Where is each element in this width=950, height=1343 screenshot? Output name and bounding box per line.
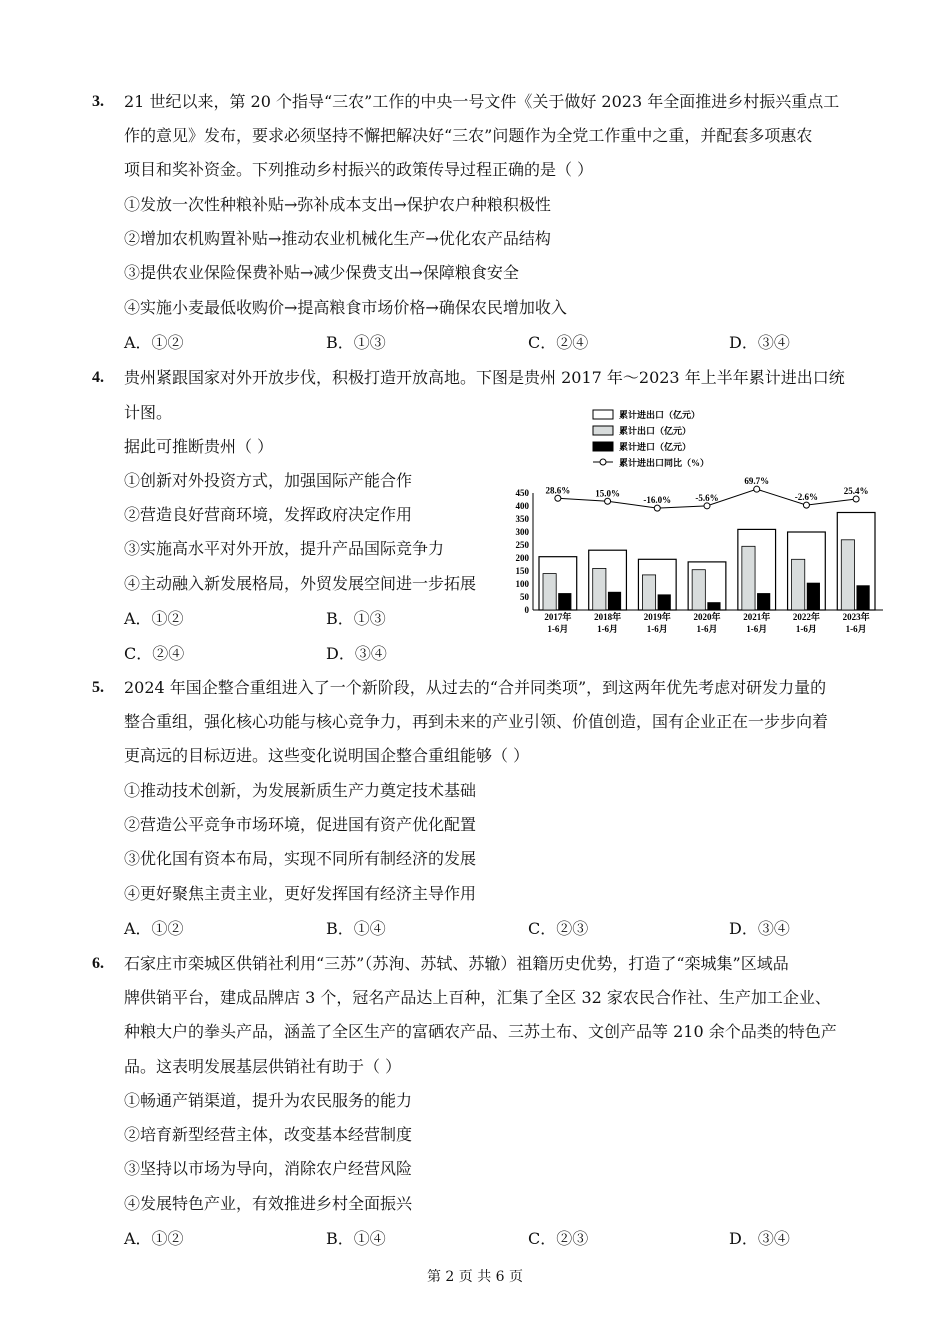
q4-item: ④主动融入新发展格局，外贸发展空间进一步拓展 — [124, 574, 477, 593]
bar-export — [792, 559, 805, 610]
growth-label: 15.0% — [595, 488, 620, 499]
bar-export — [742, 546, 755, 610]
bar-import — [707, 602, 720, 610]
q3-option-c[interactable]: C．②④ — [528, 333, 589, 352]
legend-swatch-import — [593, 442, 613, 451]
legend-label-export: 累计出口（亿元） — [619, 426, 692, 436]
y-tick-label: 250 — [515, 540, 529, 550]
bar-import — [558, 593, 571, 610]
q6-item: ④发展特色产业，有效推进乡村全面振兴 — [124, 1194, 413, 1213]
q5-option-a[interactable]: A．①② — [124, 919, 184, 938]
q6-stem-line: 品。这表明发展基层供销社有助于（ ） — [124, 1057, 402, 1076]
x-tick-label-period: 1-6月 — [696, 624, 718, 634]
legend-swatch-export — [593, 426, 613, 435]
bar-import — [807, 583, 820, 610]
q5-item: ④更好聚焦主责主业，更好发挥国有经济主导作用 — [124, 884, 477, 903]
q6-option-a[interactable]: A．①② — [124, 1229, 184, 1248]
q4-item: ②营造良好营商环境，发挥政府决定作用 — [124, 505, 413, 524]
bar-export — [692, 570, 705, 610]
x-tick-label-year: 2019年 — [643, 612, 671, 622]
q5-item: ③优化国有资本布局，实现不同所有制经济的发展 — [124, 849, 477, 868]
q5-option-b[interactable]: B．①④ — [326, 919, 386, 938]
growth-label: 69.7% — [744, 476, 770, 487]
export-import-chart — [505, 405, 885, 645]
q3-stem-line: 作的意见》发布，要求必须坚持不懈把解决好“三农”问题作为全党工作重中之重，并配套多项惠农 — [124, 126, 813, 145]
legend-swatch-total — [593, 410, 613, 419]
q6-stem-line: 牌供销平台，建成品牌店 3 个，冠名产品达上百种，汇集了全区 32 家农民合作社、生产加工企业、 — [124, 988, 831, 1007]
x-axis-labels — [544, 611, 869, 634]
q5-stem-line: 2024 年国企整合重组进入了一个新阶段，从过去的“合并同类项”，到这两年优先考虑对研发力量的 — [124, 678, 827, 697]
growth-point — [555, 495, 561, 501]
q5-item: ②营造公平竞争市场环境，促进国有资产优化配置 — [124, 815, 477, 834]
x-tick-label-period: 1-6月 — [597, 624, 619, 634]
q6-option-c[interactable]: C．②③ — [528, 1229, 589, 1248]
bar-import — [658, 594, 671, 610]
y-tick-label: 200 — [515, 553, 529, 563]
q6-item: ②培育新型经营主体，改变基本经营制度 — [124, 1125, 413, 1144]
q4-option-d[interactable]: D．③④ — [326, 644, 387, 663]
q3-item: ②增加农机购置补贴→推动农业机械化生产→优化农产品结构 — [124, 229, 551, 248]
q5-stem-line: 整合重组，强化核心功能与核心竞争力，再到未来的产业引领、价值创造，国有企业正在一步步向着 — [124, 712, 829, 731]
q4-stem-line: 计图。 — [124, 403, 173, 422]
y-tick-label: 0 — [524, 605, 529, 615]
bar-export — [841, 540, 854, 610]
y-tick-label: 100 — [515, 579, 529, 589]
x-tick-label-period: 1-6月 — [547, 624, 569, 634]
growth-point — [853, 496, 859, 502]
q4-option-c[interactable]: C．②④ — [124, 644, 185, 663]
q5-option-c[interactable]: C．②③ — [528, 919, 589, 938]
q3-number: 3. — [92, 93, 104, 110]
q5-item: ①推动技术创新，为发展新质生产力奠定技术基础 — [124, 781, 477, 800]
q6-number: 6. — [92, 955, 104, 972]
x-tick-label-period: 1-6月 — [746, 624, 768, 634]
q3-item: ①发放一次性种粮补贴→弥补成本支出→保护农户种粮积极性 — [124, 195, 551, 214]
growth-label: -2.6% — [794, 492, 819, 503]
bar-import — [608, 592, 621, 610]
legend-label-growth: 累计进出口同比（%） — [619, 458, 710, 468]
q6-stem-line: 种粮大户的拳头产品，涵盖了全区生产的富硒农产品、三苏土布、文创产品等 210 余个品类的特色产 — [124, 1022, 837, 1041]
q4-option-a[interactable]: A．①② — [124, 609, 184, 628]
q6-option-b[interactable]: B．①④ — [326, 1229, 386, 1248]
q3-stem-line: 项目和奖补资金。下列推动乡村振兴的政策传导过程正确的是（ ） — [124, 160, 594, 179]
bar-export — [543, 574, 556, 610]
y-tick-label: 350 — [515, 514, 529, 524]
legend-label-import: 累计进口（亿元） — [619, 442, 692, 452]
q4-item: ③实施高水平对外开放，提升产品国际竞争力 — [124, 539, 445, 558]
y-tick-label: 300 — [515, 527, 529, 537]
x-tick-label-year: 2022年 — [792, 612, 820, 622]
chart-legend — [593, 409, 709, 468]
q6-item: ①畅通产销渠道，提升为农民服务的能力 — [124, 1091, 413, 1110]
y-tick-label: 400 — [515, 501, 529, 511]
q6-stem-line: 石家庄市栾城区供销社利用“三苏”（苏洵、苏轼、苏辙）祖籍历史优势，打造了“栾城集”区域品 — [124, 954, 789, 973]
q5-stem-line: 更高远的目标迈进。这些变化说明国企整合重组能够（ ） — [124, 746, 530, 765]
y-tick-label: 450 — [515, 488, 529, 498]
x-tick-label-period: 1-6月 — [845, 624, 867, 634]
q6-item: ③坚持以市场为导向，消除农户经营风险 — [124, 1159, 413, 1178]
growth-point — [605, 498, 611, 504]
y-tick-label: 150 — [515, 566, 529, 576]
legend-label-total: 累计进出口（亿元） — [619, 410, 701, 420]
bar-groups — [539, 513, 875, 611]
x-tick-label-year: 2017年 — [544, 612, 572, 622]
x-tick-label-year: 2021年 — [743, 612, 771, 622]
growth-label: -5.6% — [695, 492, 719, 503]
q4-stem-line: 贵州紧跟国家对外开放步伐，积极打造开放高地。下图是贵州 2017 年～2023 年上半年累计进出口统 — [124, 368, 845, 387]
q3-option-d[interactable]: D．③④ — [729, 333, 790, 352]
growth-label: 28.6% — [545, 485, 571, 496]
q5-option-d[interactable]: D．③④ — [729, 919, 790, 938]
y-tick-label: 50 — [520, 592, 529, 602]
q3-item: ③提供农业保险保费补贴→减少保费支出→保障粮食安全 — [124, 263, 519, 282]
q3-option-a[interactable]: A．①② — [124, 333, 184, 352]
q4-item: ①创新对外投资方式，加强国际产能合作 — [124, 471, 413, 490]
q3-stem-line: 21 世纪以来，第 20 个指导“三农”工作的中央一号文件《关于做好 2023 年全面推进乡村振兴重点工 — [124, 92, 840, 111]
page-footer: 第 2 页 共 6 页 — [426, 1269, 524, 1285]
q6-option-d[interactable]: D．③④ — [729, 1229, 790, 1248]
growth-line — [545, 476, 868, 511]
legend-marker-growth — [600, 459, 606, 465]
q4-stem-line: 据此可推断贵州（ ） — [124, 437, 274, 456]
growth-label: 25.4% — [843, 485, 869, 496]
bar-import — [757, 593, 770, 610]
bar-export — [642, 575, 655, 610]
bar-import — [856, 585, 869, 610]
x-tick-label-period: 1-6月 — [646, 624, 668, 634]
q5-number: 5. — [92, 679, 104, 696]
x-tick-label-period: 1-6月 — [795, 624, 817, 634]
x-tick-label-year: 2020年 — [693, 612, 721, 622]
q3-item: ④实施小麦最低收购价→提高粮食市场价格→确保农民增加收入 — [124, 298, 567, 317]
growth-point — [803, 502, 809, 508]
q4-option-b[interactable]: B．①③ — [326, 609, 386, 628]
bar-export — [593, 568, 606, 610]
growth-point — [754, 486, 760, 492]
growth-point — [654, 505, 660, 511]
q4-number: 4. — [92, 369, 104, 386]
x-tick-label-year: 2018年 — [594, 612, 622, 622]
x-tick-label-year: 2023年 — [842, 612, 870, 622]
growth-point — [704, 503, 710, 509]
q3-option-b[interactable]: B．①③ — [326, 333, 386, 352]
growth-label: -16.0% — [643, 495, 672, 506]
